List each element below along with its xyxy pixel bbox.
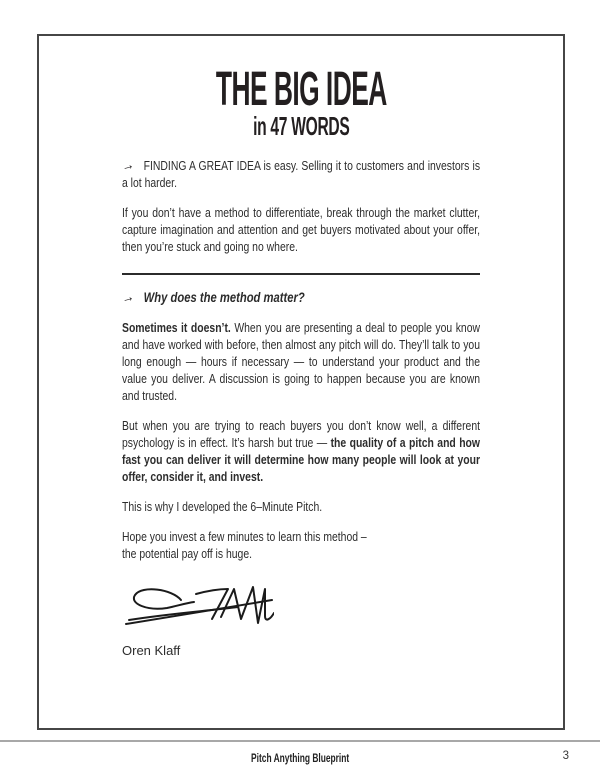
footer (0, 749, 600, 767)
footer-divider (0, 740, 600, 742)
paragraph-method: If you don’t have a method to differentiate, break through the market clutter, capture imagination and attention and get buyers motivated about your offer, then you’re stuck and going no where. (122, 206, 481, 254)
paragraph-hope-line1: Hope you invest a few minutes to learn this method – (122, 530, 367, 544)
section-divider (122, 273, 480, 275)
right-arrow-icon: → (120, 155, 136, 176)
handwritten-signature (124, 580, 480, 638)
subtitle-block (122, 113, 480, 140)
paragraph-intro-text: FINDING A GREAT IDEA is easy. Selling it to customers and investors is a lot harder. (122, 159, 481, 190)
paragraph-this-is-why: This is why I developed the 6–Minute Pitch. (122, 500, 323, 514)
right-arrow-icon: → (120, 287, 136, 308)
title-block (122, 63, 480, 116)
paragraph-sometimes-bold: Sometimes it doesn’t. (122, 321, 231, 335)
paragraph-sometimes-rest: When you are presenting a deal to people you know and have worked with before, then almost any pitch will do. They’ll talk to you long enough — hours if necessary — to understand your product and the value you deliver. A discussion is going to happen because you are known and trusted. (122, 321, 481, 403)
page-number: 3 (562, 750, 569, 762)
paragraph-but-bold: the quality of a pitch and how fast you can deliver it will determine how many people will look at your offer, consider it, and invest. (122, 436, 481, 484)
paragraph-hope (122, 529, 480, 563)
section-heading-text: Why does the method matter? (143, 290, 305, 305)
section-heading (122, 289, 480, 307)
paragraph-but (122, 418, 480, 486)
paragraph-hope-line2: the potential pay off is huge. (122, 547, 253, 561)
signature-name: Oren Klaff (122, 643, 181, 658)
page-border-frame (37, 34, 565, 730)
page-subtitle: in 47 WORDS (252, 111, 350, 141)
signature-svg (124, 580, 274, 638)
page-title: THE BIG IDEA (215, 63, 387, 116)
paragraph-but-lead: But when you are trying to reach buyers you don’t know well, a different psychology is in effect. It’s harsh but true — (122, 419, 481, 450)
paragraph-intro (122, 157, 480, 192)
paragraph-sometimes (122, 320, 480, 405)
footer-book-title: Pitch Anything Blueprint (250, 751, 350, 765)
